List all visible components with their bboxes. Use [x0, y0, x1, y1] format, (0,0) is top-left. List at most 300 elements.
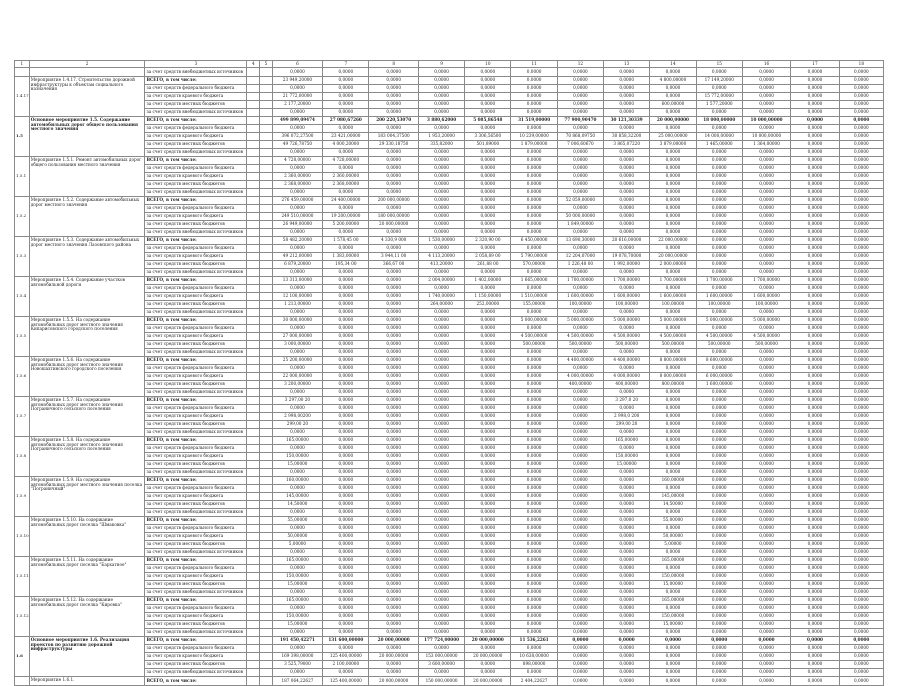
value-cell: 0,0000 — [742, 197, 790, 205]
empty-cell — [260, 93, 273, 101]
value-cell: 0,0000 — [465, 77, 511, 85]
empty-cell — [247, 573, 260, 581]
value-cell: 0,0000 — [604, 157, 650, 165]
value-cell: 0,0000 — [604, 173, 650, 181]
value-cell: 0,0000 — [742, 357, 790, 365]
value-cell: 0,0000 — [839, 253, 883, 261]
value-cell: 0,0000 — [418, 613, 464, 621]
item-name: Основное мероприятие 1.6. Реализация проектов по развитию дорожной инфраструктуры — [29, 637, 145, 677]
value-cell: 0,0000 — [839, 645, 883, 653]
value-cell: 0,0000 — [557, 173, 603, 181]
value-cell: 0,0000 — [839, 245, 883, 253]
value-cell: 0,0000 — [742, 661, 790, 669]
value-cell: 19 078,70000 — [604, 253, 650, 261]
value-cell: 1 364,00000 — [742, 141, 790, 149]
value-cell: 0,0000 — [418, 445, 464, 453]
item-name: Мероприятие 1.5.9. На содержание автомобильных дорог местного значения поселка "Пограничный" — [29, 477, 145, 517]
value-cell: 1 150,00000 — [465, 293, 511, 301]
value-cell: 6 879,20000 — [272, 261, 322, 269]
table-row — [15, 293, 884, 301]
value-cell: 0,0000 — [839, 637, 883, 645]
value-cell: 0,0000 — [791, 421, 839, 429]
value-cell: 0,0000 — [418, 333, 464, 341]
empty-cell — [260, 525, 273, 533]
value-cell: 0,0000 — [650, 85, 696, 93]
value-cell: 0,0000 — [696, 469, 742, 477]
empty-cell — [247, 661, 260, 669]
value-cell: 0,0000 — [369, 317, 418, 325]
value-cell: 0,0000 — [418, 341, 464, 349]
table-row — [15, 677, 884, 686]
value-cell: 0,0000 — [369, 149, 418, 157]
value-cell: 0,0000 — [418, 669, 464, 677]
table-row — [15, 669, 884, 677]
value-cell: 0,0000 — [418, 605, 464, 613]
value-cell: 0,0000 — [650, 68, 696, 77]
value-cell: 20 000,00000 — [369, 653, 418, 661]
value-cell: 0,0000 — [650, 453, 696, 461]
value-cell: 0,0000 — [791, 517, 839, 525]
empty-cell — [260, 557, 273, 565]
value-cell: 0,0000 — [742, 309, 790, 317]
value-cell: 0,0000 — [465, 509, 511, 517]
value-cell: 0,0000 — [791, 85, 839, 93]
value-cell: 0,0000 — [511, 245, 557, 253]
value-cell: 0,0000 — [465, 68, 511, 77]
value-cell: 0,0000 — [696, 437, 742, 445]
value-cell: 0,0000 — [696, 573, 742, 581]
item-name — [29, 68, 145, 77]
value-cell: 19 200,00000 — [323, 213, 369, 221]
value-cell: 1 600,00000 — [650, 293, 696, 301]
value-cell: 12 100,00000 — [272, 293, 322, 301]
value-cell: 500,00000 — [557, 341, 603, 349]
value-cell: 0,0000 — [839, 397, 883, 405]
value-cell: 1 600,00000 — [696, 381, 742, 389]
value-cell: 0,0000 — [369, 469, 418, 477]
empty-cell — [260, 341, 273, 349]
empty-cell — [260, 149, 273, 157]
value-cell: 0,0000 — [604, 285, 650, 293]
value-cell: 0,0000 — [369, 477, 418, 485]
value-cell: 2 320,90 00 — [465, 237, 511, 245]
value-cell: 0,0000 — [272, 469, 322, 477]
value-cell: 131 600,00000 — [323, 637, 369, 645]
value-cell: 0,0000 — [511, 437, 557, 445]
value-cell: 3 879,00000 — [650, 141, 696, 149]
value-cell: 1 700,00000 — [650, 277, 696, 285]
value-cell: 0,0000 — [791, 653, 839, 661]
value-cell: 0,0000 — [511, 68, 557, 77]
value-cell: 0,0000 — [696, 605, 742, 613]
value-cell: 3 200,00000 — [272, 381, 322, 389]
value-cell: 13 313,00000 — [272, 277, 322, 285]
empty-cell — [260, 205, 273, 213]
value-cell: 0,0000 — [742, 637, 790, 645]
value-cell: 0,0000 — [650, 213, 696, 221]
value-cell: 0,0000 — [839, 221, 883, 229]
funding-source: за счет средств краевого бюджета — [145, 653, 247, 661]
value-cell: 0,0000 — [696, 68, 742, 77]
value-cell: 0,0000 — [604, 581, 650, 589]
value-cell: 0,0000 — [465, 389, 511, 397]
value-cell: 0,0000 — [465, 165, 511, 173]
value-cell: 15,00000 — [272, 581, 322, 589]
table-row — [15, 501, 884, 509]
value-cell: 0,0000 — [323, 533, 369, 541]
value-cell: 0,0000 — [791, 333, 839, 341]
value-cell: 1 600,00000 — [557, 293, 603, 301]
funding-source: ВСЕГО, в том числе: — [145, 277, 247, 285]
funding-source: за счет средств краевого бюджета — [145, 493, 247, 501]
value-cell: 0,0000 — [839, 293, 883, 301]
item-index: 1.5.4 — [15, 277, 30, 317]
table-row — [15, 173, 884, 181]
funding-source: за счет средств федерального бюджета — [145, 365, 247, 373]
funding-source: ВСЕГО, в том числе: — [145, 557, 247, 565]
value-cell: 0,0000 — [604, 557, 650, 565]
value-cell: 0,0000 — [369, 645, 418, 653]
value-cell: 0,0000 — [791, 341, 839, 349]
value-cell: 0,0000 — [323, 437, 369, 445]
value-cell: 0,0000 — [323, 405, 369, 413]
empty-cell — [260, 125, 273, 133]
value-cell: 0,0000 — [742, 85, 790, 93]
value-cell: 0,0000 — [418, 357, 464, 365]
value-cell: 0,0000 — [272, 485, 322, 493]
value-cell: 0,0000 — [323, 501, 369, 509]
empty-cell — [247, 421, 260, 429]
value-cell: 0,0000 — [369, 357, 418, 365]
value-cell: 0,0000 — [742, 525, 790, 533]
item-index: 1.5.11 — [15, 557, 30, 597]
value-cell: 100,00000 — [650, 301, 696, 309]
empty-cell — [247, 445, 260, 453]
table-row — [15, 493, 884, 501]
empty-cell — [247, 541, 260, 549]
value-cell: 0,0000 — [465, 357, 511, 365]
value-cell: 0,0000 — [369, 381, 418, 389]
empty-cell — [260, 157, 273, 165]
value-cell: 0,0000 — [418, 557, 464, 565]
empty-cell — [247, 213, 260, 221]
empty-cell — [260, 357, 273, 365]
value-cell: 400,00000 — [604, 381, 650, 389]
value-cell: 0,0000 — [323, 549, 369, 557]
value-cell: 0,0000 — [511, 349, 557, 357]
value-cell: 0,0000 — [323, 525, 369, 533]
value-cell: 0,0000 — [557, 453, 603, 461]
value-cell: 0,0000 — [650, 229, 696, 237]
value-cell: 0,0000 — [650, 437, 696, 445]
value-cell: 0,0000 — [418, 461, 464, 469]
table-row — [15, 325, 884, 333]
value-cell: 0,0000 — [742, 365, 790, 373]
value-cell: 0,0000 — [696, 325, 742, 333]
value-cell: 0,0000 — [557, 437, 603, 445]
value-cell: 0,0000 — [742, 149, 790, 157]
value-cell: 0,0000 — [839, 501, 883, 509]
funding-source: за счет средств местных бюджетов — [145, 381, 247, 389]
empty-cell — [260, 173, 273, 181]
value-cell: 1 953,20000 — [418, 133, 464, 141]
value-cell: 0,0000 — [272, 309, 322, 317]
value-cell: 0,0000 — [696, 125, 742, 133]
value-cell: 0,0000 — [742, 509, 790, 517]
value-cell: 0,0000 — [696, 549, 742, 557]
value-cell: 0,0000 — [511, 509, 557, 517]
value-cell: 0,0000 — [557, 669, 603, 677]
value-cell: 0,0000 — [742, 349, 790, 357]
value-cell: 50 000,00000 — [557, 213, 603, 221]
empty-cell — [247, 485, 260, 493]
value-cell: 0,0000 — [839, 437, 883, 445]
item-index — [15, 68, 30, 77]
value-cell: 570,00000 — [511, 261, 557, 269]
value-cell: 0,0000 — [369, 597, 418, 605]
value-cell: 0,0000 — [323, 461, 369, 469]
table-row — [15, 181, 884, 189]
table-row — [15, 157, 884, 165]
value-cell: 0,0000 — [557, 181, 603, 189]
table-row — [15, 597, 884, 605]
value-cell: 0,0000 — [323, 109, 369, 117]
value-cell: 0,0000 — [839, 669, 883, 677]
empty-cell — [247, 261, 260, 269]
value-cell: 0,0000 — [418, 157, 464, 165]
value-cell: 0,0000 — [839, 213, 883, 221]
value-cell: 0,0000 — [696, 501, 742, 509]
value-cell: 0,0000 — [369, 173, 418, 181]
value-cell: 0,0000 — [696, 509, 742, 517]
table-row — [15, 133, 884, 141]
table-row — [15, 165, 884, 173]
value-cell: 150,00000 — [650, 573, 696, 581]
value-cell: 4 400,00000 — [557, 357, 603, 365]
item-name: Мероприятие 1.5.12. На содержание автомобильных дорог поселка "Кировка" — [29, 597, 145, 637]
value-cell: 0,0000 — [323, 517, 369, 525]
value-cell: 0,0000 — [323, 325, 369, 333]
value-cell: 5 000,00000 — [604, 317, 650, 325]
table-row — [15, 613, 884, 621]
empty-cell — [260, 437, 273, 445]
value-cell: 0,0000 — [511, 149, 557, 157]
value-cell: 0,0000 — [604, 213, 650, 221]
value-cell: 0,0000 — [696, 445, 742, 453]
value-cell: 0,0000 — [511, 197, 557, 205]
value-cell: 52 059,00000 — [557, 197, 603, 205]
empty-cell — [260, 413, 273, 421]
value-cell: 5,00000 — [650, 541, 696, 549]
value-cell: 0,0000 — [323, 373, 369, 381]
empty-cell — [247, 133, 260, 141]
value-cell: 0,0000 — [557, 325, 603, 333]
value-cell: 0,0000 — [369, 605, 418, 613]
value-cell: 0,0000 — [557, 389, 603, 397]
value-cell: 252,00000 — [465, 301, 511, 309]
funding-source: ВСЕГО, в том числе: — [145, 77, 247, 85]
value-cell: 0,0000 — [272, 245, 322, 253]
header-cell: 17 — [791, 61, 839, 68]
value-cell: 125 400,00000 — [323, 653, 369, 661]
empty-cell — [247, 389, 260, 397]
value-cell: 3 944,11 00 — [369, 253, 418, 261]
table-row — [15, 141, 884, 149]
value-cell: 500,00000 — [742, 341, 790, 349]
value-cell: 0,0000 — [465, 565, 511, 573]
value-cell: 0,0000 — [369, 389, 418, 397]
value-cell: 0,0000 — [511, 645, 557, 653]
table-row — [15, 541, 884, 549]
empty-cell — [260, 661, 273, 669]
empty-cell — [260, 317, 273, 325]
value-cell: 0,0000 — [839, 269, 883, 277]
value-cell: 0,0000 — [696, 589, 742, 597]
item-index: 1.5.8 — [15, 437, 30, 477]
funding-source: ВСЕГО, в том числе: — [145, 117, 247, 125]
value-cell: 0,0000 — [369, 405, 418, 413]
value-cell: 0,0000 — [323, 469, 369, 477]
value-cell: 0,0000 — [272, 325, 322, 333]
value-cell: 0,0000 — [418, 189, 464, 197]
value-cell: 0,0000 — [418, 205, 464, 213]
value-cell: 145,00000 — [272, 493, 322, 501]
value-cell: 0,0000 — [742, 261, 790, 269]
value-cell: 0,0000 — [557, 621, 603, 629]
value-cell: 276 459,00000 — [272, 197, 322, 205]
value-cell: 0,0000 — [323, 101, 369, 109]
value-cell: 0,0000 — [511, 589, 557, 597]
value-cell: 0,0000 — [650, 637, 696, 645]
value-cell: 0,0000 — [418, 325, 464, 333]
empty-cell — [247, 341, 260, 349]
value-cell: 0,0000 — [369, 557, 418, 565]
value-cell: 0,0000 — [369, 661, 418, 669]
value-cell: 0,0000 — [465, 669, 511, 677]
funding-source: за счет средств местных бюджетов — [145, 261, 247, 269]
funding-source: за счет средств местных бюджетов — [145, 101, 247, 109]
value-cell: 0,0000 — [465, 533, 511, 541]
value-cell: 0,0000 — [650, 173, 696, 181]
value-cell: 165,00000 — [650, 597, 696, 605]
value-cell: 0,0000 — [272, 525, 322, 533]
empty-cell — [260, 605, 273, 613]
empty-cell — [260, 533, 273, 541]
value-cell: 0,0000 — [418, 501, 464, 509]
value-cell: 0,0000 — [696, 597, 742, 605]
value-cell: 0,0000 — [511, 101, 557, 109]
value-cell: 25 200,00000 — [272, 357, 322, 365]
funding-source: за счет средств федерального бюджета — [145, 485, 247, 493]
item-index: 1.5.3 — [15, 237, 30, 277]
empty-cell — [260, 493, 273, 501]
value-cell: 0,0000 — [696, 309, 742, 317]
value-cell: 4 000,20000 — [323, 141, 369, 149]
value-cell: 0,0000 — [369, 93, 418, 101]
value-cell: 0,0000 — [791, 453, 839, 461]
value-cell: 0,0000 — [272, 285, 322, 293]
value-cell: 0,0000 — [418, 165, 464, 173]
value-cell: 0,0000 — [650, 205, 696, 213]
value-cell: 0,0000 — [791, 77, 839, 85]
empty-cell — [260, 237, 273, 245]
value-cell: 0,0000 — [604, 93, 650, 101]
value-cell: 0,0000 — [369, 205, 418, 213]
funding-source: за счет средств местных бюджетов — [145, 461, 247, 469]
empty-cell — [260, 485, 273, 493]
item-index — [15, 677, 30, 686]
value-cell: 0,0000 — [465, 581, 511, 589]
value-cell: 0,0000 — [272, 509, 322, 517]
value-cell: 58 482,20000 — [272, 237, 322, 245]
funding-source: за счет средств федерального бюджета — [145, 285, 247, 293]
value-cell: 22 000,00000 — [650, 237, 696, 245]
value-cell: 0,0000 — [791, 525, 839, 533]
value-cell: 0,0000 — [696, 429, 742, 437]
value-cell: 0,0000 — [557, 573, 603, 581]
value-cell: 0,0000 — [791, 141, 839, 149]
empty-cell — [247, 141, 260, 149]
value-cell: 0,0000 — [839, 77, 883, 85]
value-cell: 8 000,00000 — [650, 373, 696, 381]
table-row — [15, 221, 884, 229]
value-cell: 0,0000 — [696, 405, 742, 413]
item-name: Мероприятие 1.5.4. Содержание участков автомобильной дороги — [29, 277, 145, 317]
item-name: Мероприятие 1.5.6. На содержание автомобильных дорог местного значения Новошахтинского городского поселения — [29, 357, 145, 397]
item-index: 1.6 — [15, 637, 30, 677]
funding-source: за счет средств внебюджетных источников — [145, 429, 247, 437]
table-row — [15, 205, 884, 213]
value-cell: 50,00000 — [272, 533, 322, 541]
table-row — [15, 549, 884, 557]
value-cell: 0,0000 — [839, 117, 883, 125]
value-cell: 0,0000 — [418, 181, 464, 189]
value-cell: 0,0000 — [418, 381, 464, 389]
value-cell: 0,0000 — [650, 589, 696, 597]
value-cell: 0,0000 — [839, 565, 883, 573]
value-cell: 5 000,00000 — [557, 317, 603, 325]
value-cell: 0,0000 — [272, 365, 322, 373]
value-cell: 0,0000 — [650, 525, 696, 533]
value-cell: 0,0000 — [465, 549, 511, 557]
value-cell: 0,0000 — [465, 429, 511, 437]
value-cell: 0,0000 — [511, 365, 557, 373]
value-cell: 0,0000 — [839, 309, 883, 317]
value-cell: 0,0000 — [791, 149, 839, 157]
value-cell: 0,0000 — [604, 309, 650, 317]
value-cell: 0,0000 — [511, 269, 557, 277]
value-cell: 0,0000 — [791, 477, 839, 485]
value-cell: 0,0000 — [418, 629, 464, 637]
value-cell: 0,0000 — [604, 477, 650, 485]
value-cell: 1 600,00000 — [742, 293, 790, 301]
value-cell: 0,0000 — [839, 301, 883, 309]
value-cell: 898,00000 — [511, 661, 557, 669]
value-cell: 0,0000 — [839, 509, 883, 517]
value-cell: 0,0000 — [604, 68, 650, 77]
value-cell: 0,0000 — [696, 397, 742, 405]
value-cell: 0,0000 — [418, 437, 464, 445]
value-cell: 0,0000 — [369, 277, 418, 285]
funding-source: за счет средств местных бюджетов — [145, 501, 247, 509]
value-cell: 1 226,48 00 — [557, 261, 603, 269]
value-cell: 0,0000 — [369, 245, 418, 253]
value-cell: 0,0000 — [696, 565, 742, 573]
value-cell: 0,0000 — [369, 301, 418, 309]
value-cell: 70 868,09750 — [557, 133, 603, 141]
value-cell: 0,0000 — [696, 181, 742, 189]
table-row — [15, 397, 884, 405]
